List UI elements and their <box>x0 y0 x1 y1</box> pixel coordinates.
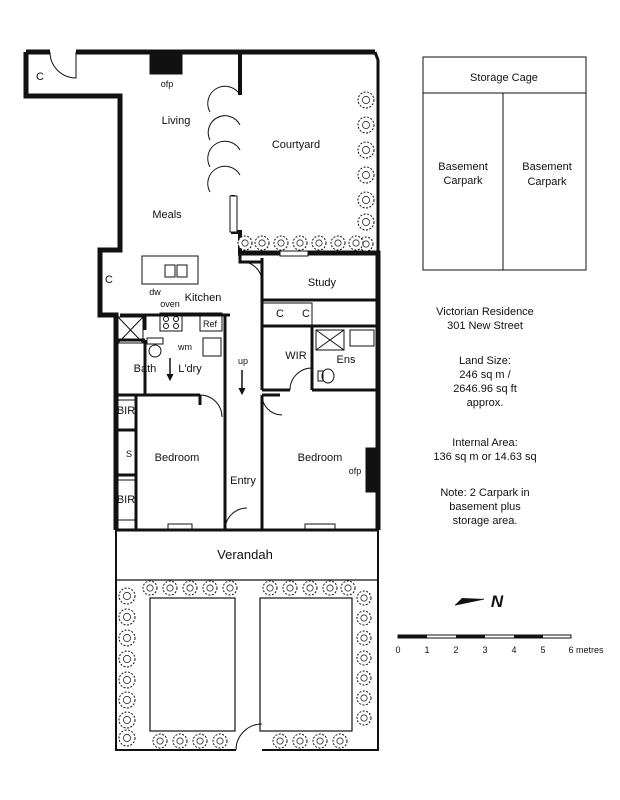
label-bath: Bath <box>133 363 157 375</box>
scale-tick-2: 2 <box>453 645 459 655</box>
label-wir: WIR <box>285 350 307 362</box>
label-kitchen: Kitchen <box>184 292 222 304</box>
label-dw: dw <box>149 287 161 297</box>
label-carpark2-line2: Carpark <box>527 176 567 188</box>
shrub-icon <box>193 734 207 748</box>
shrub-icon <box>358 142 374 158</box>
toilet-bath <box>149 345 161 357</box>
shrub-icon <box>357 671 371 685</box>
shrub-icon <box>173 734 187 748</box>
label-oven: oven <box>160 299 180 309</box>
scale-tick-4: 4 <box>511 645 517 655</box>
fireplace-bedroom <box>366 448 378 492</box>
shrub-icon <box>303 581 317 595</box>
carpark-note <box>405 486 565 528</box>
shrub-icon <box>119 692 135 708</box>
shrub-icon <box>358 92 374 108</box>
scale-labels <box>395 645 604 655</box>
shrub-icon <box>357 651 371 665</box>
shrub-icon <box>293 236 307 250</box>
label-s: S <box>125 449 133 459</box>
scale-tick-3: 3 <box>482 645 488 655</box>
label-carpark1-line1: Basement <box>438 161 488 173</box>
internal-area <box>405 436 565 464</box>
label-ens: Ens <box>336 354 356 366</box>
shrub-icon <box>203 581 217 595</box>
land-line-1: Land Size: <box>459 355 511 367</box>
toilet-ens <box>322 369 334 383</box>
north-arrow-icon <box>455 598 484 605</box>
shrub-icon <box>358 192 374 208</box>
label-carpark2-line1: Basement <box>522 161 572 173</box>
shrub-icon <box>357 591 371 605</box>
label-up: up <box>237 356 249 366</box>
label-courtyard: Courtyard <box>271 139 321 151</box>
label-c-left: C <box>105 274 113 286</box>
shrub-icon <box>323 581 337 595</box>
shrub-icon <box>119 712 135 728</box>
scale-tick-1: 1 <box>424 645 430 655</box>
shrub-icon <box>341 581 355 595</box>
label-ref: Ref <box>202 319 218 329</box>
scale-tick-0: 0 <box>395 645 401 655</box>
shrub-icon <box>312 236 326 250</box>
shrub-icon <box>255 236 269 250</box>
shrub-icon <box>143 581 157 595</box>
fireplace-top <box>150 52 182 74</box>
label-wm: wm <box>178 342 192 352</box>
label-ofp-bedroom: ofp <box>348 466 362 476</box>
title-line-2: 301 New Street <box>447 320 523 332</box>
kitchen-island <box>142 256 198 284</box>
label-meals: Meals <box>152 209 182 221</box>
shrub-icon <box>223 581 237 595</box>
doors <box>50 52 312 750</box>
internal-line-2: 136 sq m or 14.63 sq <box>433 451 537 463</box>
shrub-icon <box>119 651 135 667</box>
shrub-icon <box>357 611 371 625</box>
shrub-icon <box>349 236 363 250</box>
shrub-icon <box>119 609 135 625</box>
label-bir-1: BIR <box>116 405 136 417</box>
shrub-icon <box>183 581 197 595</box>
shrub-icon <box>119 672 135 688</box>
property-title <box>405 305 565 333</box>
shrub-icon <box>213 734 227 748</box>
shrub-icon <box>163 581 177 595</box>
shrub-icon <box>313 734 327 748</box>
label-entry: Entry <box>230 475 256 487</box>
shrub-icon <box>358 167 374 183</box>
shrub-icon <box>293 734 307 748</box>
internal-line-1: Internal Area: <box>452 437 518 449</box>
note-line-3: storage area. <box>452 515 518 527</box>
land-line-3: 2646.96 sq ft <box>453 383 517 395</box>
laundry-tub <box>203 338 221 356</box>
land-line-2: 246 sq m / <box>459 369 511 381</box>
label-bedroom-right: Bedroom <box>297 452 343 464</box>
label-bir-2: BIR <box>116 494 136 506</box>
shrub-icon <box>358 214 374 230</box>
shrub-icon <box>274 236 288 250</box>
shrub-icon <box>273 734 287 748</box>
scale-tick-5: 5 <box>540 645 546 655</box>
shrub-icon <box>119 630 135 646</box>
label-carpark1-line2: Carpark <box>443 175 483 187</box>
land-line-4: approx. <box>466 397 504 409</box>
shrub-icon <box>238 236 252 250</box>
land-size <box>405 354 565 410</box>
shrub-icon <box>358 117 374 133</box>
label-c-top: C <box>36 71 44 83</box>
shrub-icon <box>357 691 371 705</box>
label-ldry: L'dry <box>178 363 202 375</box>
label-living: Living <box>161 115 191 127</box>
label-storage-cage: Storage Cage <box>470 72 538 84</box>
basin-ens <box>350 330 374 346</box>
label-study-c1: C <box>276 308 284 320</box>
shrubs <box>116 92 374 748</box>
note-line-2: basement plus <box>449 501 521 513</box>
label-verandah: Verandah <box>217 547 273 562</box>
label-ofp-top: ofp <box>160 79 174 89</box>
title-line-1: Victorian Residence <box>436 306 534 318</box>
note-line-1: Note: 2 Carpark in <box>440 487 530 499</box>
north-label: N <box>490 592 504 611</box>
shrub-icon <box>119 730 135 746</box>
shrub-icon <box>283 581 297 595</box>
scale-bar <box>398 635 571 638</box>
label-study-c2: C <box>302 308 310 320</box>
shrub-icon <box>331 236 345 250</box>
shrub-icon <box>263 581 277 595</box>
shrub-icon <box>119 588 135 604</box>
shrub-icon <box>333 734 347 748</box>
shrub-icon <box>357 631 371 645</box>
label-study: Study <box>307 277 337 289</box>
scale-end-label: 6 metres <box>568 645 604 655</box>
fixtures <box>116 52 378 520</box>
label-bedroom-left: Bedroom <box>154 452 200 464</box>
front-garden-walls <box>116 530 378 750</box>
shrub-icon <box>153 734 167 748</box>
shrub-icon <box>357 711 371 725</box>
